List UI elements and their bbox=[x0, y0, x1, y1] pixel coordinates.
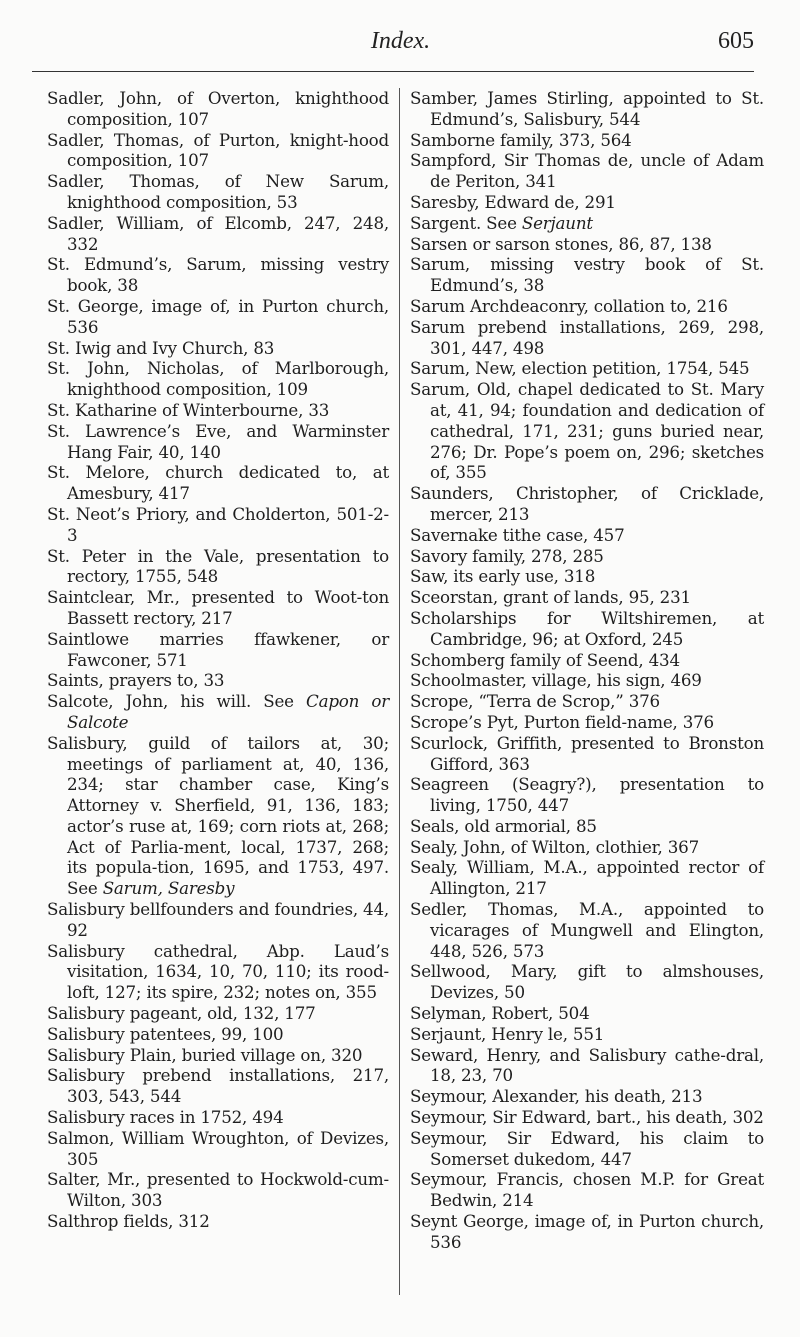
index-entry bbox=[47, 358, 389, 400]
index-entry bbox=[47, 587, 389, 629]
index-entry bbox=[47, 400, 389, 421]
index-entry bbox=[410, 650, 764, 671]
index-entry bbox=[47, 1045, 389, 1066]
page-header bbox=[47, 14, 754, 64]
index-entry-text: Savernake tithe case, 457 bbox=[410, 524, 625, 545]
index-entry bbox=[47, 338, 389, 359]
index-entry bbox=[410, 1045, 764, 1087]
index-entry bbox=[410, 774, 764, 816]
index-entry-text: Scrope’s Pyt, Purton field-name, 376 bbox=[410, 711, 714, 732]
page-number: 605 bbox=[718, 28, 754, 54]
index-entry bbox=[47, 1003, 389, 1024]
index-entry-text: Sampford, Sir Thomas de, uncle of Adam de Periton, 341 bbox=[410, 150, 764, 192]
index-entry-text: Saunders, Christopher, of Cricklade, mercer, 213 bbox=[410, 483, 764, 524]
index-entry-text: St. Iwig and Ivy Church, 83 bbox=[47, 337, 275, 358]
index-entry bbox=[47, 629, 389, 671]
index-entry bbox=[410, 1107, 764, 1128]
index-entry-text: Salisbury patentees, 99, 100 bbox=[47, 1023, 284, 1044]
cross-reference: Capon or Salcote bbox=[67, 691, 389, 732]
index-entry-text: Seward, Henry, and Salisbury cathe-dral, 18, 23, 70 bbox=[410, 1044, 764, 1086]
index-entry-text: Samborne family, 373, 564 bbox=[410, 129, 632, 150]
index-entry bbox=[410, 691, 764, 712]
index-entry bbox=[410, 1024, 764, 1045]
index-entry bbox=[47, 254, 389, 296]
index-entry-text: Schoolmaster, village, his sign, 469 bbox=[410, 670, 702, 691]
index-entry bbox=[410, 899, 764, 961]
index-entry bbox=[410, 296, 764, 317]
index-entry bbox=[47, 733, 389, 899]
index-entry-text: Salter, Mr., presented to Hockwold-cum-Wilton, 303 bbox=[47, 1169, 389, 1211]
index-entry bbox=[47, 546, 389, 588]
index-entry bbox=[410, 317, 764, 359]
index-entry-text: Sealy, John, of Wilton, clothier, 367 bbox=[410, 836, 700, 857]
index-entry bbox=[410, 546, 764, 567]
index-entry-text: Seymour, Sir Edward, bart., his death, 302 bbox=[410, 1107, 764, 1128]
index-entry-text: Seymour, Alexander, his death, 213 bbox=[410, 1086, 703, 1107]
index-entry-text: Savory family, 278, 285 bbox=[410, 545, 604, 566]
index-entry-text: Salcote, John, his will. See bbox=[47, 691, 306, 712]
index-entry bbox=[47, 1169, 389, 1211]
index-entry-text: Seagreen (Seagry?), presentation to living, 1750, 447 bbox=[410, 774, 764, 816]
index-entry-text: St. Melore, church dedicated to, at Amesbury, 417 bbox=[47, 462, 389, 504]
index-entry-text: Sadler, William, of Elcomb, 247, 248, 332 bbox=[47, 212, 389, 254]
index-entry bbox=[410, 566, 764, 587]
index-entry bbox=[410, 608, 764, 650]
index-entry-text: Saw, its early use, 318 bbox=[410, 566, 596, 587]
index-entry-text: Sedler, Thomas, M.A., appointed to vicarages of Mungwell and Elington, 448, 526, 573 bbox=[410, 899, 764, 961]
index-entry-text: Sarsen or sarson stones, 86, 87, 138 bbox=[410, 233, 712, 254]
index-entry bbox=[47, 130, 389, 172]
index-entry-text: Salmon, William Wroughton, of Devizes, 305 bbox=[47, 1127, 389, 1169]
index-entry bbox=[410, 88, 764, 130]
index-entry-text: Salisbury prebend installations, 217, 303, 543, 544 bbox=[47, 1065, 389, 1107]
index-entry-text: St. Neot’s Priory, and Cholderton, 501-2-3 bbox=[47, 503, 389, 545]
index-entry bbox=[410, 234, 764, 255]
index-entry-text: Sargent. See bbox=[410, 212, 522, 233]
index-entry-text: Salisbury cathedral, Abp. Laud’s visitation, 1634, 10, 70, 110; its rood-loft, 127; its spire, 232; notes on, 355 bbox=[47, 940, 389, 1003]
index-entry bbox=[47, 296, 389, 338]
index-entry-text: Scurlock, Griffith, presented to Bronston Gifford, 363 bbox=[410, 732, 764, 774]
index-entry-text: Scholarships for Wiltshiremen, at Cambridge, 96; at Oxford, 245 bbox=[410, 607, 764, 649]
index-entry bbox=[410, 525, 764, 546]
index-entry-text: Sarum prebend installations, 269, 298, 301, 447, 498 bbox=[410, 316, 764, 358]
index-entry bbox=[410, 358, 764, 379]
index-entry bbox=[410, 1003, 764, 1024]
cross-reference: Serjaunt bbox=[521, 212, 593, 233]
index-entry bbox=[410, 483, 764, 525]
index-entry-text: Sadler, John, of Overton, knighthood composition, 107 bbox=[47, 88, 389, 129]
index-entry bbox=[47, 1024, 389, 1045]
index-entry bbox=[410, 670, 764, 691]
index-entry bbox=[47, 171, 389, 213]
index-entry bbox=[410, 1086, 764, 1107]
index-entry-text: Salisbury races in 1752, 494 bbox=[47, 1107, 284, 1128]
index-entry-text: Selyman, Robert, 504 bbox=[410, 1003, 590, 1024]
column-divider bbox=[399, 88, 400, 1295]
index-entry bbox=[410, 1169, 764, 1211]
index-entry-text: Saresby, Edward de, 291 bbox=[410, 191, 616, 212]
running-title: Index. bbox=[370, 28, 431, 54]
index-entry bbox=[47, 462, 389, 504]
index-entry-text: Sellwood, Mary, gift to almshouses, Devizes, 50 bbox=[410, 961, 764, 1003]
index-entry-text: Seynt George, image of, in Purton church, 536 bbox=[410, 1211, 764, 1252]
index-entry-text: St. John, Nicholas, of Marlborough, knighthood composition, 109 bbox=[47, 358, 389, 400]
index-entry bbox=[47, 899, 389, 941]
index-entry bbox=[410, 150, 764, 192]
index-entry-text: Salisbury bellfounders and foundries, 44, 92 bbox=[47, 899, 389, 940]
index-entry bbox=[410, 857, 764, 899]
index-entry bbox=[47, 1128, 389, 1170]
index-entry-text: Salthrop fields, 312 bbox=[47, 1211, 210, 1232]
index-entry-text: Sarum Archdeaconry, collation to, 216 bbox=[410, 295, 728, 316]
index-entry bbox=[410, 379, 764, 483]
index-entry bbox=[47, 691, 389, 733]
index-entry-text: Serjaunt, Henry le, 551 bbox=[410, 1023, 605, 1044]
index-entry-text: Seals, old armorial, 85 bbox=[410, 815, 597, 836]
index-entry-text: St. Peter in the Vale, presentation to rectory, 1755, 548 bbox=[47, 545, 389, 587]
index-entry-text: Saints, prayers to, 33 bbox=[47, 670, 225, 691]
index-entry bbox=[410, 587, 764, 608]
index-entry bbox=[47, 1211, 389, 1232]
index-entry bbox=[410, 1128, 764, 1170]
index-entry-text: Sceorstan, grant of lands, 95, 231 bbox=[410, 587, 691, 608]
index-entry-text: Sarum, New, election petition, 1754, 545 bbox=[410, 358, 750, 379]
index-entry-text: Saintlowe marries ffawkener, or Fawconer, 571 bbox=[47, 628, 389, 670]
index-entry bbox=[410, 837, 764, 858]
index-entry bbox=[410, 1211, 764, 1253]
index-entry bbox=[47, 213, 389, 255]
index-entry-text: St. Edmund’s, Sarum, missing vestry book, 38 bbox=[47, 254, 389, 296]
index-entry bbox=[47, 941, 389, 1003]
index-entry-text: Samber, James Stirling, appointed to St. Edmund’s, Salisbury, 544 bbox=[410, 88, 764, 129]
index-entry bbox=[410, 130, 764, 151]
index-entry-text: Salisbury Plain, buried village on, 320 bbox=[47, 1044, 363, 1065]
index-entry-text: Schomberg family of Seend, 434 bbox=[410, 649, 680, 670]
index-entry-text: Scrope, “Terra de Scrop,” 376 bbox=[410, 691, 660, 712]
index-entry-text: Sadler, Thomas, of New Sarum, knighthood composition, 53 bbox=[47, 171, 389, 212]
index-entry bbox=[410, 192, 764, 213]
index-entry bbox=[410, 733, 764, 775]
index-entry-text: St. Lawrence’s Eve, and Warminster Hang Fair, 40, 140 bbox=[47, 420, 389, 462]
cross-reference: Sarum, Saresby bbox=[102, 878, 235, 899]
index-entry bbox=[410, 213, 764, 234]
index-entry bbox=[410, 961, 764, 1003]
index-entry-text: Salisbury, guild of tailors at, 30; meetings of parliament at, 40, 136, 234; star chamber case, King’s Attorney v. Sherfield, 91, 136, 183; actor’s ruse at, 169; corn riots at, 268; Act of Parlia-ment, local, 1737, 268; its popula-tion, 1695, and 1753, 497. See bbox=[47, 732, 389, 899]
index-entry-text: St. George, image of, in Purton church, 536 bbox=[47, 295, 389, 337]
index-entry bbox=[47, 1107, 389, 1128]
index-entry-text: Sarum, missing vestry book of St. Edmund’s, 38 bbox=[410, 254, 764, 296]
index-entry-text: Saintclear, Mr., presented to Woot-ton Bassett rectory, 217 bbox=[47, 587, 389, 628]
header-rule bbox=[32, 71, 754, 72]
index-entry-text: Sarum, Old, chapel dedicated to St. Mary at, 41, 94; foundation and dedication of cathedral, 171, 231; guns buried near, 276; Dr. Pope’s poem on, 296; sketches of, 355 bbox=[410, 379, 764, 483]
index-entry-text: Sadler, Thomas, of Purton, knight-hood composition, 107 bbox=[47, 129, 389, 171]
index-entry bbox=[410, 254, 764, 296]
index-entry-text: Seymour, Sir Edward, his claim to Somerset dukedom, 447 bbox=[410, 1127, 764, 1169]
index-entry bbox=[47, 1065, 389, 1107]
index-entry bbox=[47, 421, 389, 463]
index-entry bbox=[47, 670, 389, 691]
index-entry bbox=[47, 504, 389, 546]
index-column-left bbox=[47, 88, 389, 1232]
index-entry-text: St. Katharine of Winterbourne, 33 bbox=[47, 399, 330, 420]
index-entry-text: Seymour, Francis, chosen M.P. for Great Bedwin, 214 bbox=[410, 1169, 764, 1211]
index-column-right bbox=[410, 88, 764, 1253]
index-entry bbox=[410, 712, 764, 733]
index-entry-text: Salisbury pageant, old, 132, 177 bbox=[47, 1003, 316, 1024]
index-entry bbox=[47, 88, 389, 130]
index-entry bbox=[410, 816, 764, 837]
index-entry-text: Sealy, William, M.A., appointed rector of Allington, 217 bbox=[410, 857, 764, 899]
